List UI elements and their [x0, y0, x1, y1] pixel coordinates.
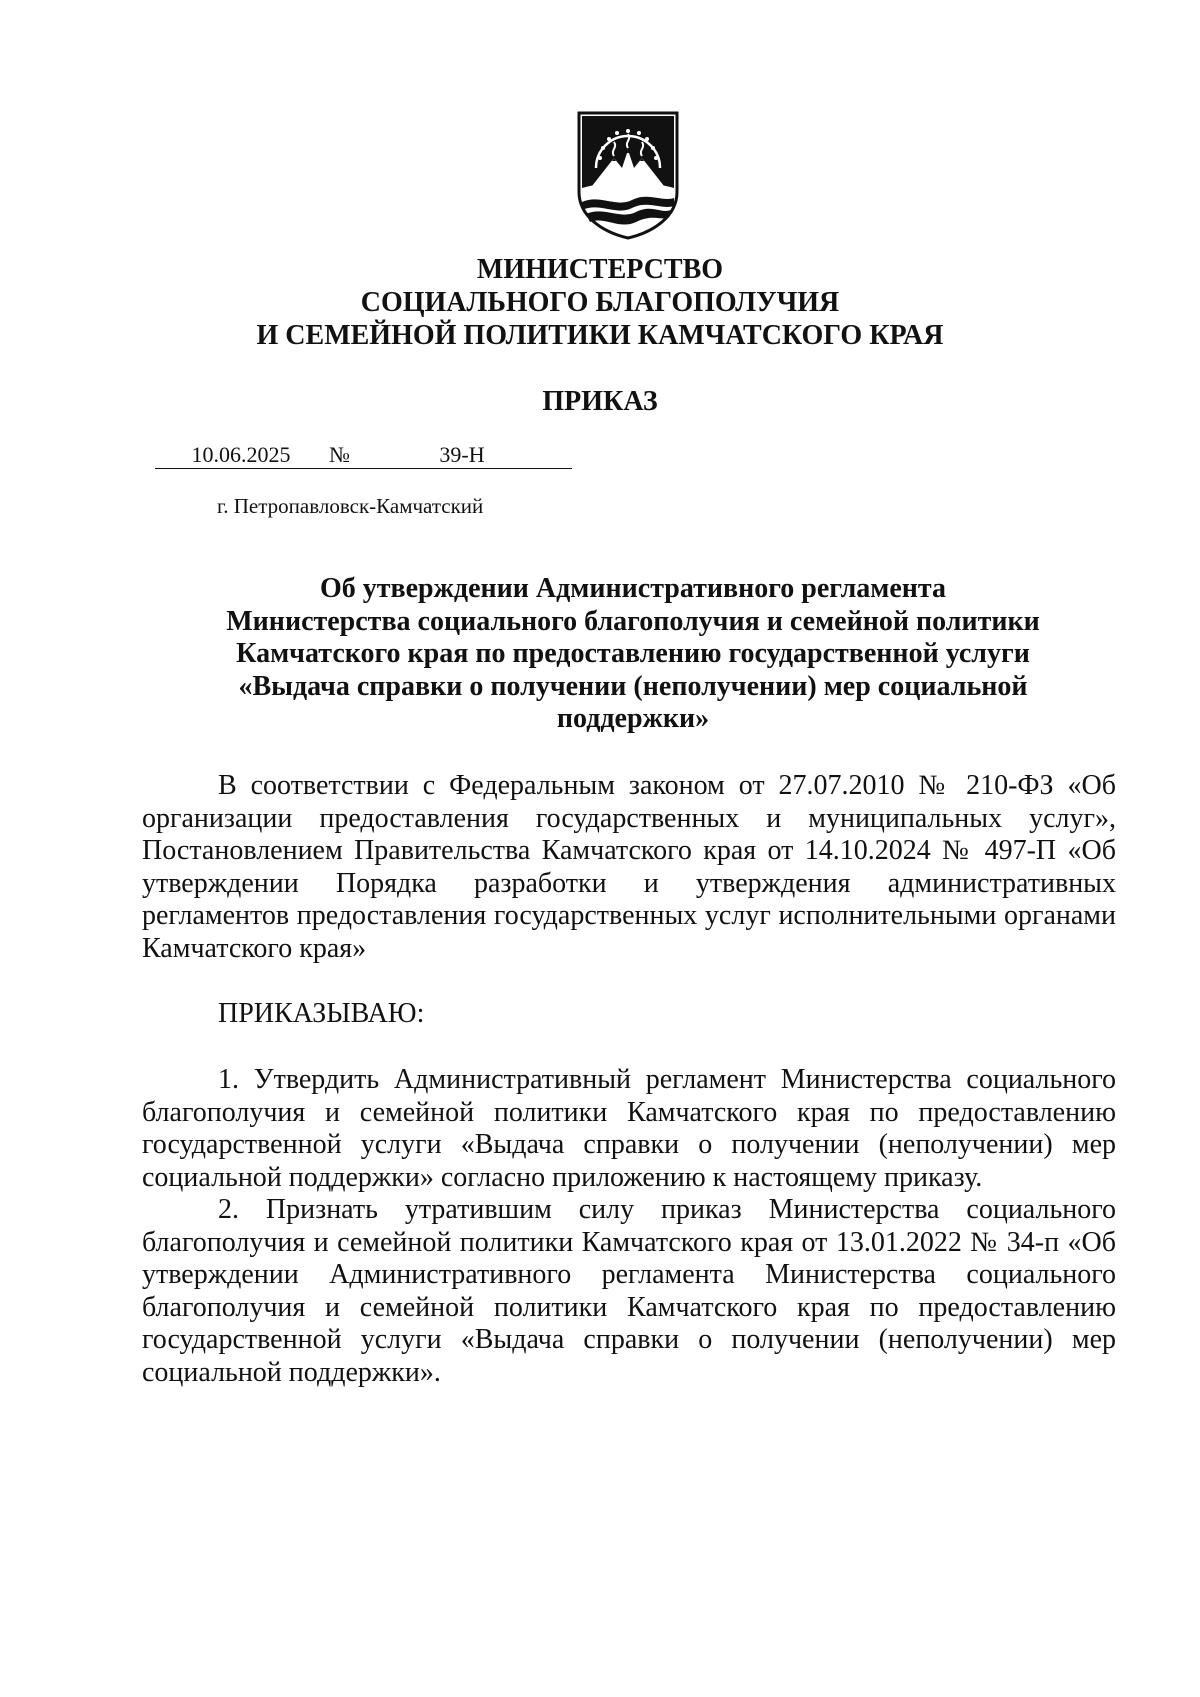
- preamble-paragraph: В соответствии с Федеральным законом от 27.07.2010 № 210-ФЗ «Об организации предоставления государственных и муниципальных услуг», Постановлением Правительства Камчатского края от 14.10.2024 № 497-П «Об утверждении Порядка разработки и утверждения административных регламентов предоставления государственных услуг исполнительными органами Камчатского края»: [142, 770, 1116, 964]
- ministry-line: СОЦИАЛЬНОГО БЛАГОПОЛУЧИЯ: [360, 287, 840, 318]
- ministry-line: МИНИСТЕРСТВО: [476, 254, 724, 285]
- order-items: [142, 1064, 1116, 1389]
- date-number-line: [155, 442, 572, 469]
- preamble-section: [142, 770, 1116, 965]
- order-item-1: 1. Утвердить Административный регламент Министерства социального благополучия и семейной политики Камчатского края по предоставлению государственной услуги «Выдача справки о получении (неполучении) мер социальной поддержки» согласно приложению к настоящему приказу.: [142, 1064, 1116, 1193]
- order-verb-section: [142, 998, 1116, 1031]
- title-line: Об утверждении Административного регламента: [319, 573, 947, 604]
- kamchatka-coat-of-arms-icon: [576, 110, 680, 240]
- order-number: 39-Н: [352, 442, 572, 469]
- title-line: поддержки»: [556, 703, 710, 734]
- title-line: Министерства социального благополучия и семейной политики: [226, 605, 1040, 637]
- order-date: 10.06.2025: [155, 442, 327, 469]
- ministry-name: [0, 253, 1200, 352]
- city: г. Петропавловск-Камчатский: [217, 494, 484, 518]
- order-item-2: 2. Признать утратившим силу приказ Министерства социального благополучия и семейной политики Камчатского края от 13.01.2022 № 34-п «Об утверждении Административного регламента Министерства социального благополучия и семейной политики Камчатского края по предоставлению государственной услуги «Выдача справки о получении (неполучении) мер социальной поддержки».: [142, 1194, 1116, 1388]
- number-sign: №: [329, 442, 350, 467]
- order-verb: ПРИКАЗЫВАЮ:: [218, 998, 425, 1029]
- document-type: ПРИКАЗ: [542, 386, 658, 417]
- title-line: Камчатского края по предоставлению государственной услуги: [236, 638, 1030, 669]
- document-title: [150, 573, 1116, 736]
- ministry-line: И СЕМЕЙНОЙ ПОЛИТИКИ КАМЧАТСКОГО КРАЯ: [256, 320, 944, 351]
- title-line: «Выдача справки о получении (неполучении) мер социальной: [238, 670, 1028, 702]
